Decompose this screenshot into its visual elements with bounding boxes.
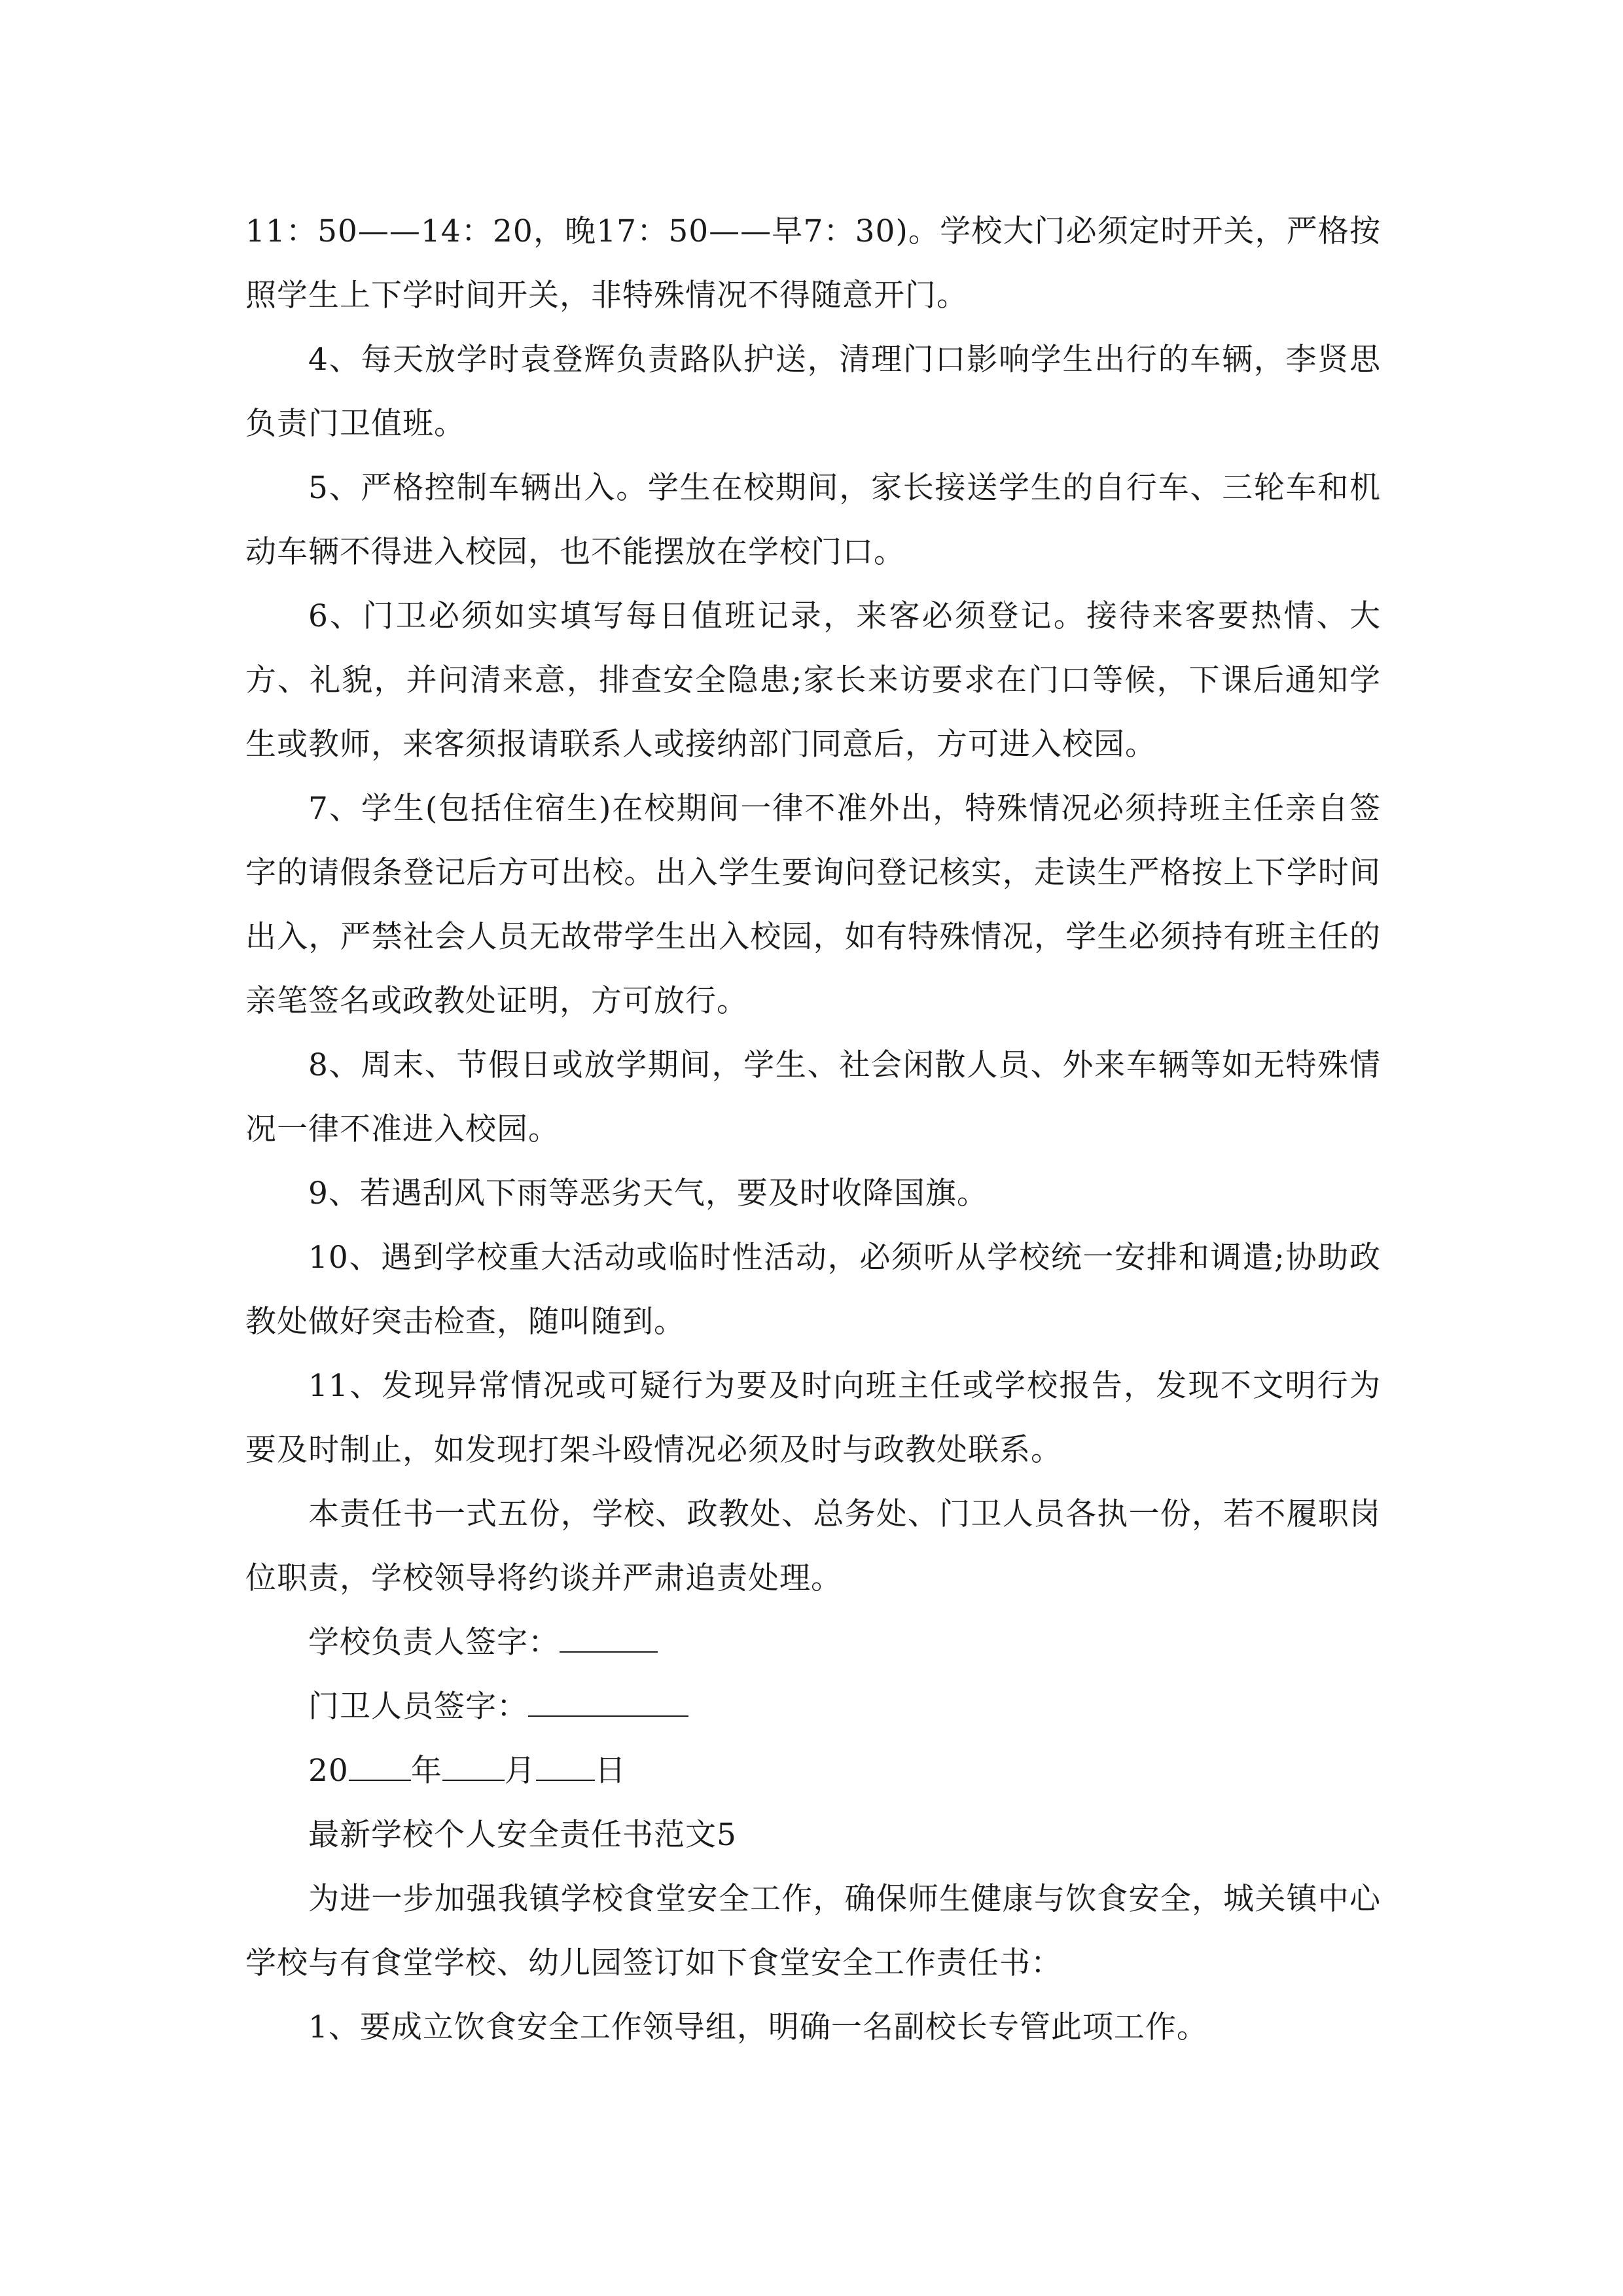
paragraph-item-7: 7、学生(包括住宿生)在校期间一律不准外出，特殊情况必须持班主任亲自签字的请假条登记后方可出校。出入学生要询问登记核实，走读生严格按上下学时间出入，严禁社会人员无故带学生出入校园，如有特殊情况，学生必须持有班主任的亲笔签名或政教处证明，方可放行。	[245, 791, 1381, 1019]
paragraph-item-10: 10、遇到学校重大活动或临时性活动，必须听从学校统一安排和调遣;协助政教处做好突击检查，随叫随到。	[245, 1240, 1381, 1340]
date-line	[245, 1739, 1381, 1803]
paragraph-copies-note: 本责任书一式五份，学校、政教处、总务处、门卫人员各执一份，若不履职岗位职责，学校领导将约谈并严肃追责处理。	[245, 1496, 1381, 1596]
document-page	[245, 200, 1381, 2060]
day-char: 日	[594, 1753, 626, 1789]
day-blank	[536, 1753, 595, 1781]
guard-label: 门卫人员签字：	[308, 1689, 528, 1725]
paragraph-item-5: 5、严格控制车辆出入。学生在校期间，家长接送学生的自行车、三轮车和机动车辆不得进入校园，也不能摆放在学校门口。	[245, 470, 1381, 570]
year-char: 年	[410, 1753, 442, 1789]
paragraph-item-11: 11、发现异常情况或可疑行为要及时向班主任或学校报告，发现不文明行为要及时制止，如发现打架斗殴情况必须及时与政教处联系。	[245, 1368, 1381, 1468]
paragraph-item-9: 9、若遇刮风下雨等恶劣天气，要及时收降国旗。	[308, 1175, 988, 1211]
paragraph-item-8: 8、周末、节假日或放学期间，学生、社会闲散人员、外来车辆等如无特殊情况一律不准进入校园。	[245, 1047, 1381, 1147]
date-prefix: 20	[308, 1753, 349, 1789]
section-item-1: 1、要成立饮食安全工作领导组，明确一名副校长专管此项工作。	[308, 2009, 1208, 2045]
section-intro-paragraph: 为进一步加强我镇学校食堂安全工作，确保师生健康与饮食安全，城关镇中心学校与有食堂学校、幼儿园签订如下食堂安全工作责任书：	[245, 1881, 1381, 1981]
month-blank	[442, 1753, 505, 1781]
signature-line-guard	[245, 1675, 1381, 1739]
year-blank	[349, 1753, 411, 1781]
school-head-label: 学校负责人签字：	[308, 1624, 560, 1660]
guard-signature-blank	[528, 1689, 688, 1717]
signature-line-school-head	[245, 1611, 1381, 1675]
section-title: 最新学校个人安全责任书范文5	[308, 1817, 737, 1853]
month-char: 月	[504, 1753, 536, 1789]
paragraph-gate-hours: 11：50——14：20，晚17：50——早7：30)。学校大门必须定时开关，严格按照学生上下学时间开关，非特殊情况不得随意开门。	[245, 213, 1381, 314]
paragraph-item-6: 6、门卫必须如实填写每日值班记录，来客必须登记。接待来客要热情、大方、礼貌，并问清来意，排查安全隐患;家长来访要求在门口等候，下课后通知学生或教师，来客须报请联系人或接纳部门同意后，方可进入校园。	[245, 598, 1381, 762]
school-head-signature-blank	[560, 1625, 658, 1653]
paragraph-item-4: 4、每天放学时袁登辉负责路队护送，清理门口影响学生出行的车辆，李贤思负责门卫值班。	[245, 342, 1381, 442]
